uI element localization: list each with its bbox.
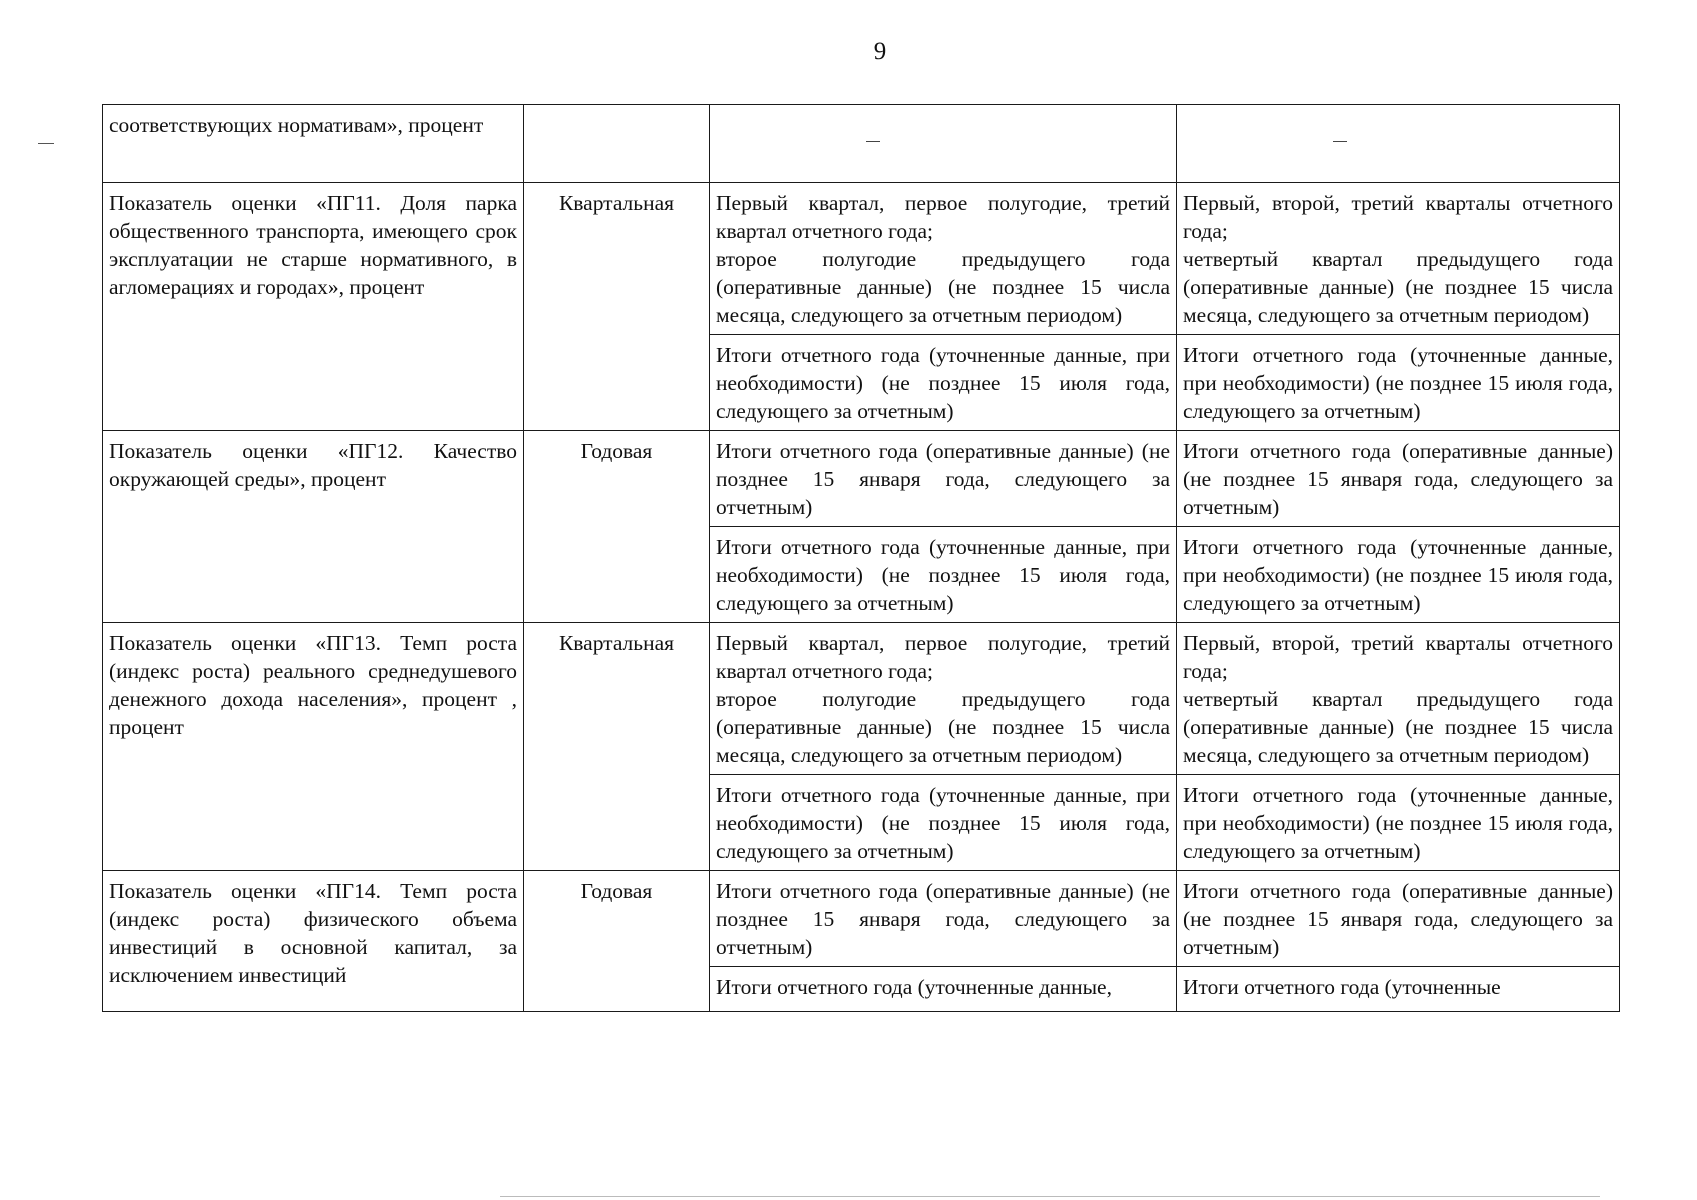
period-cell: Первый квартал, первое полугодие, третий квартал отчетного года; второе полугодие предыдущего года (оперативные данные) (не позднее 15 числа месяца, следующего за отчетным периодом) [710,183,1177,335]
scan-artifact [38,143,54,144]
frequency-cell: Годовая [524,871,710,1012]
scan-artifact [866,141,880,142]
date-cell: Итоги отчетного года (уточненные данные, при необходимости) (не позднее 15 июля года, следующего за отчетным) [1177,335,1620,431]
period-cell [710,105,1177,183]
indicators-table [102,104,1620,1012]
date-cell: Итоги отчетного года (оперативные данные) (не позднее 15 января года, следующего за отчетным) [1177,431,1620,527]
frequency-cell: Квартальная [524,623,710,871]
indicator-cell: Показатель оценки «ПГ13. Темп роста (индекс роста) реального среднедушевого денежного дохода населения», процент , процент [103,623,524,871]
frequency-cell: Квартальная [524,183,710,431]
date-cell: Итоги отчетного года (уточненные данные, при необходимости) (не позднее 15 июля года, следующего за отчетным) [1177,527,1620,623]
table-row [103,431,1620,527]
period-cell: Первый квартал, первое полугодие, третий квартал отчетного года; второе полугодие предыдущего года (оперативные данные) (не позднее 15 числа месяца, следующего за отчетным периодом) [710,623,1177,775]
period-cell: Итоги отчетного года (оперативные данные) (не позднее 15 января года, следующего за отчетным) [710,431,1177,527]
period-cell: Итоги отчетного года (уточненные данные, при необходимости) (не позднее 15 июля года, следующего за отчетным) [710,775,1177,871]
table-row [103,871,1620,967]
frequency-cell [524,105,710,183]
table-row [103,105,1620,183]
date-cell: Итоги отчетного года (оперативные данные) (не позднее 15 января года, следующего за отчетным) [1177,871,1620,967]
period-cell: Итоги отчетного года (уточненные данные, при необходимости) (не позднее 15 июля года, следующего за отчетным) [710,527,1177,623]
date-cell: Итоги отчетного года (уточненные данные, при необходимости) (не позднее 15 июля года, следующего за отчетным) [1177,775,1620,871]
date-cell [1177,105,1620,183]
indicator-cell: соответствующих нормативам», процент [103,105,524,183]
period-cell: Итоги отчетного года (уточненные данные, при необходимости) (не позднее 15 июля года, следующего за отчетным) [710,335,1177,431]
period-cell: Итоги отчетного года (уточненные данные, [710,967,1177,1012]
period-cell: Итоги отчетного года (оперативные данные) (не позднее 15 января года, следующего за отчетным) [710,871,1177,967]
indicator-cell: Показатель оценки «ПГ11. Доля парка общественного транспорта, имеющего срок эксплуатации не старше нормативного, в агломерациях и городах», процент [103,183,524,431]
table-row [103,183,1620,335]
date-cell: Итоги отчетного года (уточненные [1177,967,1620,1012]
scan-artifact [500,1196,1600,1197]
page-number: 9 [873,38,887,65]
table-row [103,623,1620,775]
frequency-cell: Годовая [524,431,710,623]
scan-artifact [1333,141,1347,142]
indicator-cell: Показатель оценки «ПГ12. Качество окружающей среды», процент [103,431,524,623]
date-cell: Первый, второй, третий кварталы отчетного года; четвертый квартал предыдущего года (оперативные данные) (не позднее 15 числа месяца, следующего за отчетным периодом) [1177,183,1620,335]
indicator-cell: Показатель оценки «ПГ14. Темп роста (индекс роста) физического объема инвестиций в основной капитал, за исключением инвестиций [103,871,524,1012]
date-cell: Первый, второй, третий кварталы отчетного года; четвертый квартал предыдущего года (оперативные данные) (не позднее 15 числа месяца, следующего за отчетным периодом) [1177,623,1620,775]
